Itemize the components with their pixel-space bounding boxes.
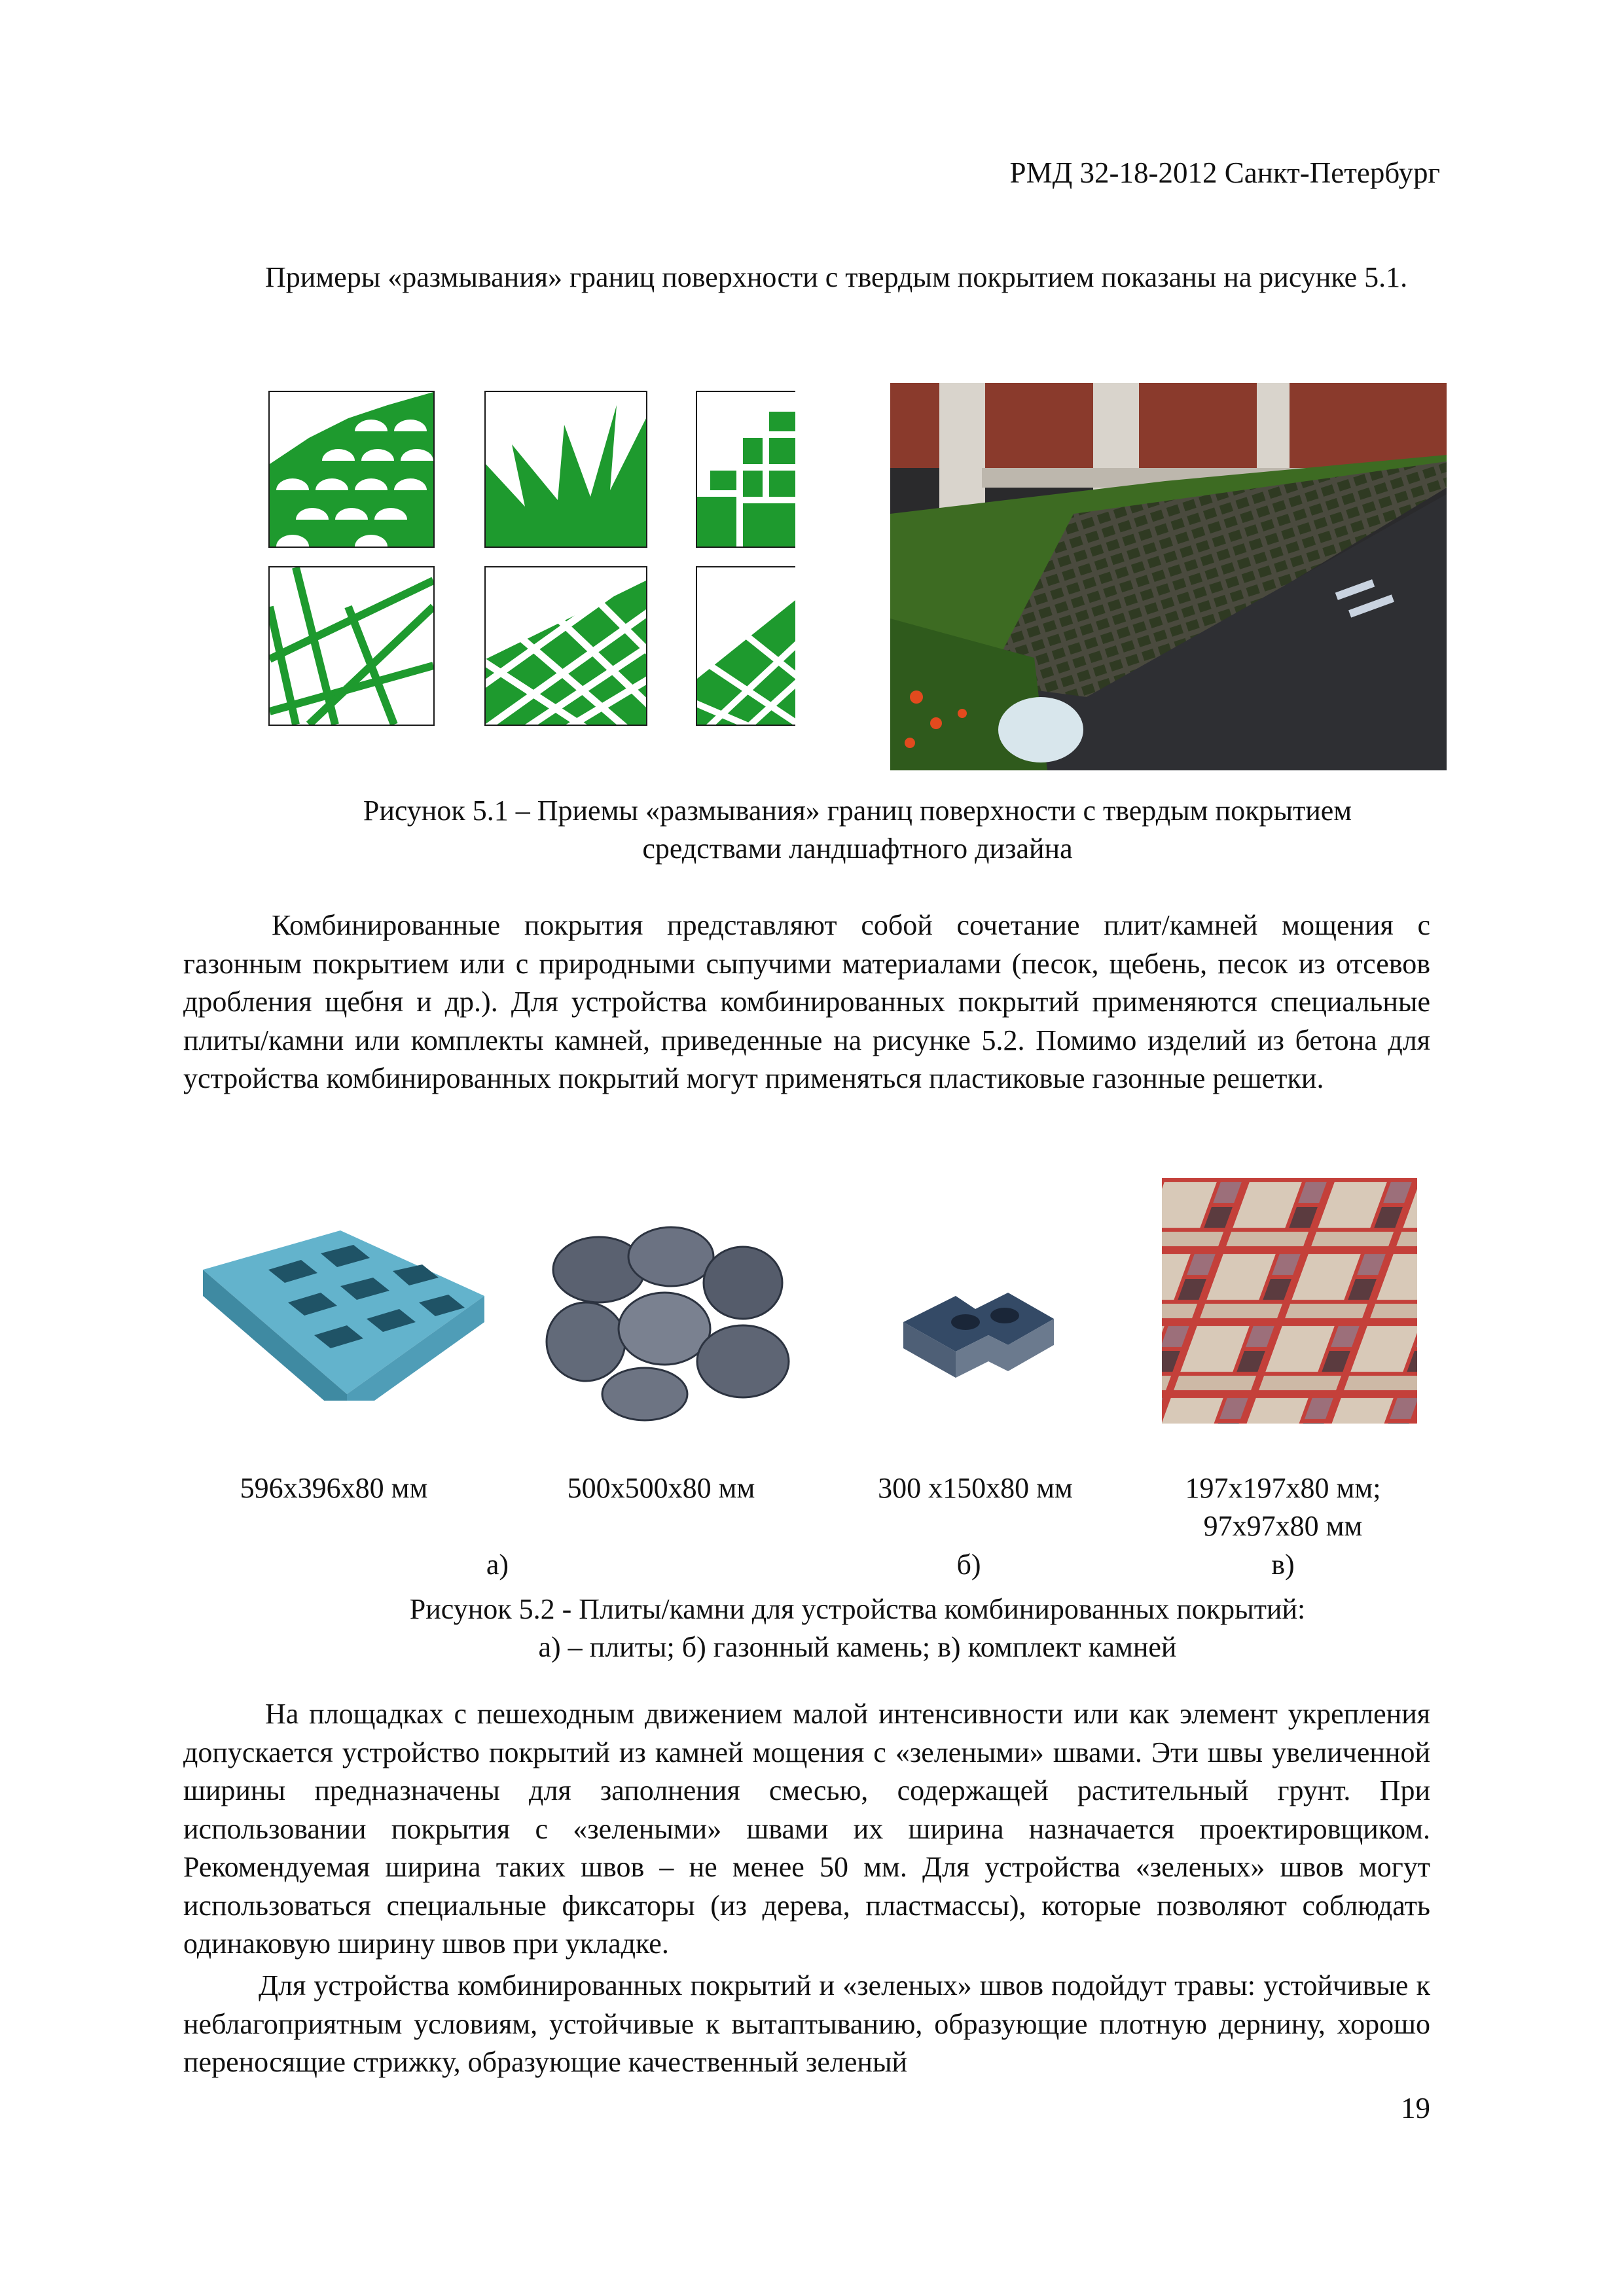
dimension-label-paving: 300 х150х80 мм xyxy=(878,1472,1073,1504)
pattern-tile-blocks xyxy=(696,391,795,548)
dimension-line: 197х197х80 мм; xyxy=(1185,1472,1381,1504)
dimension-label-set xyxy=(1139,1469,1427,1545)
dimension-label-stone: 500х500х80 мм xyxy=(567,1472,755,1504)
image-stone-set xyxy=(1162,1178,1417,1424)
paragraph-grasses: Для устройства комбинированных покрытий и «зеленых» швов подойдут травы: устойчивые к неблагоприятным условиям, устойчивые к вытаптыванию, образующие плотную дернину, хорошо переносящие стрижку, образующие качественный зеленый xyxy=(183,1969,1430,2078)
caption-line: Рисунок 5.2 - Плиты/камни для устройства комбинированных покрытий: xyxy=(409,1593,1306,1625)
image-grass-slab xyxy=(190,1224,491,1401)
caption-line: а) – плиты; б) газонный камень; в) комплект камней xyxy=(538,1631,1177,1663)
caption-line: Рисунок 5.1 – Приемы «размывания» границ поверхности с твердым покрытием xyxy=(363,795,1352,827)
image-lawn-stone xyxy=(540,1211,795,1427)
pattern-tile-spikes xyxy=(484,391,647,548)
image-paving-stone xyxy=(897,1283,1060,1388)
pattern-tile-lattice xyxy=(484,566,647,726)
label-b: б) xyxy=(956,1549,981,1581)
label-c: в) xyxy=(1271,1549,1295,1581)
label-a: а) xyxy=(486,1549,509,1581)
page-number: 19 xyxy=(1401,2092,1430,2125)
document-header: РМД 32-18-2012 Санкт-Петербург xyxy=(1009,156,1440,189)
paragraph-combined-coverings: Комбинированные покрытия представляют собой сочетание плит/камней мощения с газонным покрытием или с природными сыпучими материалами (песок, щебень, песок из отсевов дробления щебня и др.). Для устройства комбинированных покрытий применяются специальные плиты/камни или комплекты камней, приведенные на рисунке 5.2. Помимо изделий из бетона для устройства комбинированных покрытий могут применяться пластиковые газонные решетки. xyxy=(183,909,1430,1094)
pattern-tile-diagonal xyxy=(696,566,795,726)
paragraph-intro: Примеры «размывания» границ поверхности с твердым покрытием показаны на рисунке 5.1. xyxy=(265,261,1408,293)
dimension-line: 97х97х80 мм xyxy=(1203,1510,1363,1542)
figure-5-2-caption xyxy=(275,1590,1440,1666)
figure-5-1-caption xyxy=(249,792,1466,868)
dimension-label-slab: 596х396х80 мм xyxy=(240,1472,428,1504)
photo-lawn-grating xyxy=(890,383,1447,770)
pattern-tile-lines xyxy=(268,566,435,726)
pattern-tile-scallop xyxy=(268,391,435,548)
caption-line: средствами ландшафтного дизайна xyxy=(642,833,1073,865)
paragraph-green-joints: На площадках с пешеходным движением малой интенсивности или как элемент укрепления допускается устройство покрытий из камней мощения с «зелеными» швами. Эти швы увеличенной ширины предназначены для заполнения смесью, содержащей растительный грунт. При использовании покрытия с «зелеными» швами их ширина назначается проектировщиком. Рекомендуемая ширина таких швов – не менее 50 мм. Для устройства «зеленых» швов могут использоваться специальные фиксаторы (из дерева, пластмассы), которые позволяют соблюдать одинаковую ширину швов при укладке. xyxy=(183,1698,1430,1960)
